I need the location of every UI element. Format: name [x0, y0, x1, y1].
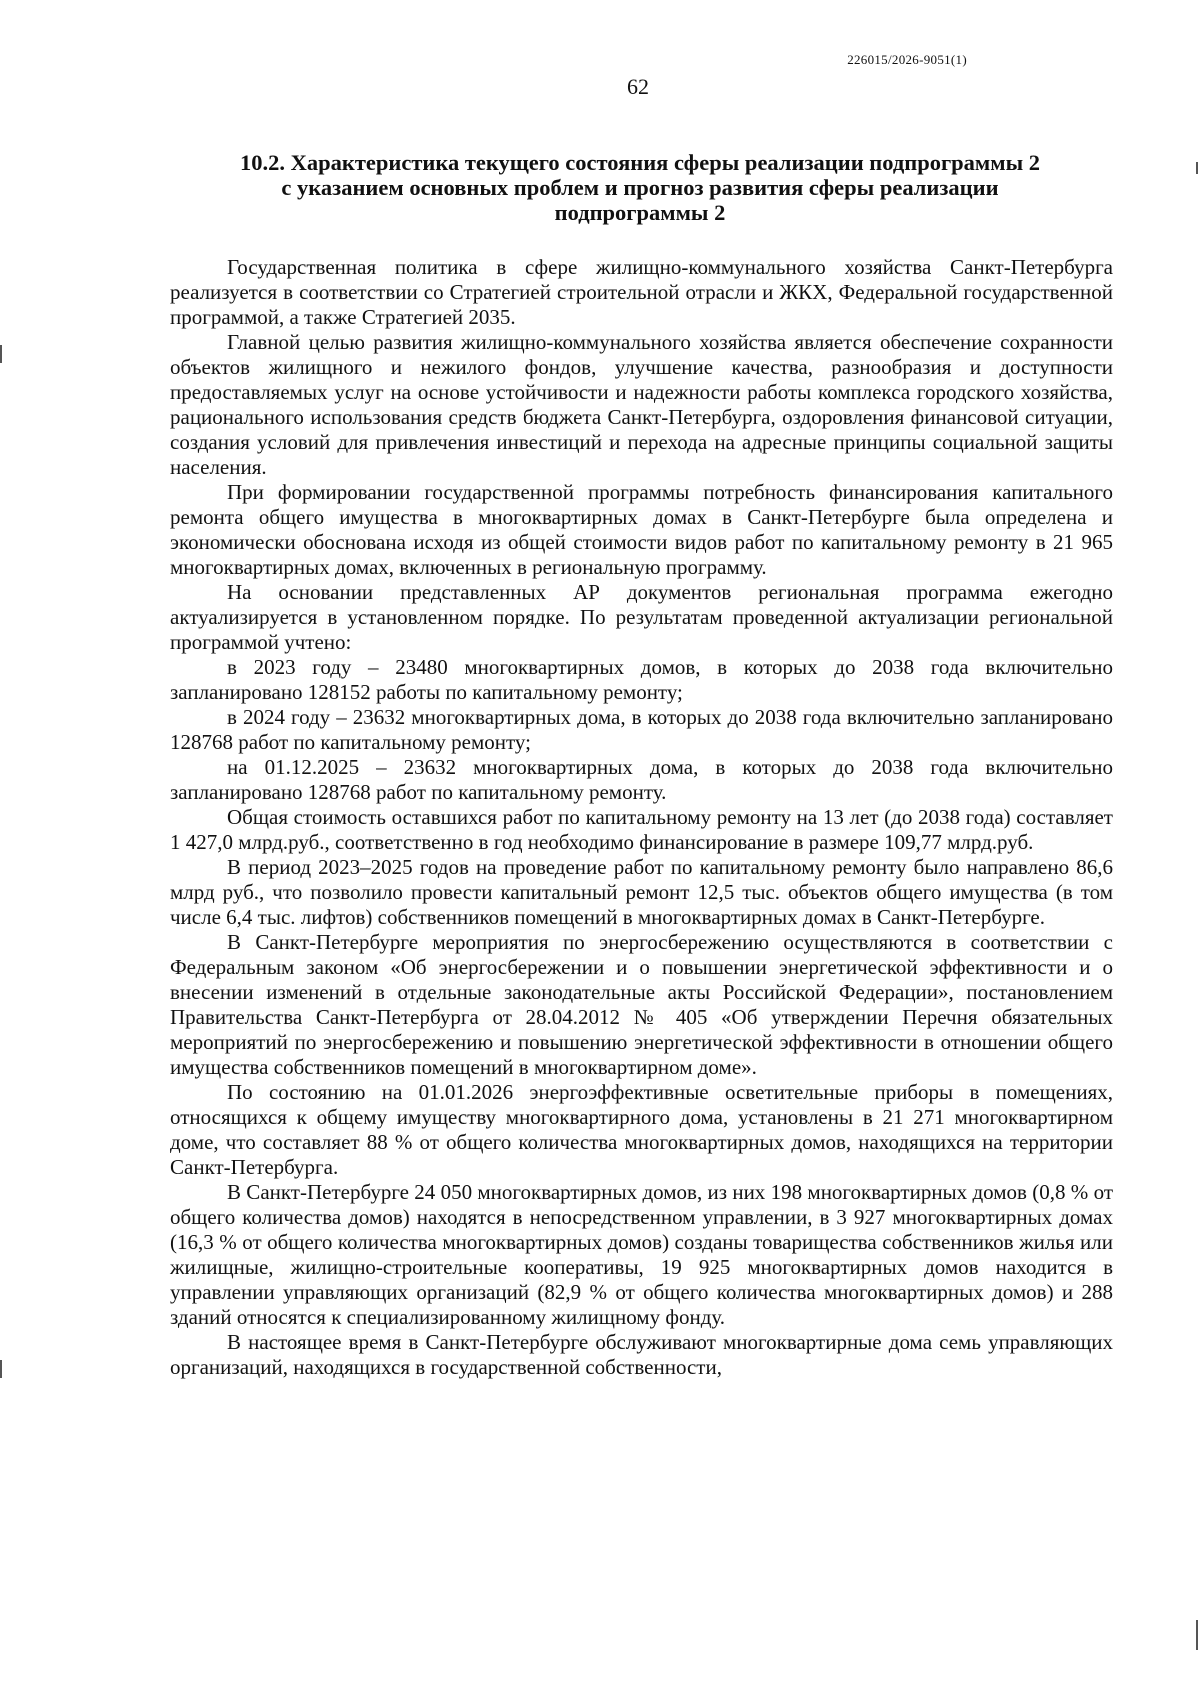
paragraph: Общая стоимость оставшихся работ по капитальному ремонту на 13 лет (до 2038 года) составляет 1 427,0 млрд.руб., соответственно в год необходимо финансирование в размере 109,77 млрд.руб. [170, 805, 1113, 854]
scan-edge-mark [0, 345, 2, 363]
scan-edge-mark [1196, 1620, 1198, 1650]
paragraph: В период 2023–2025 годов на проведение работ по капитальному ремонту было направлено 86,6 млрд руб., что позволило провести капитальный ремонт 12,5 тыс. объектов общего имущества (в том числе 6,4 тыс. лифтов) собственников помещений в многоквартирных домах в Санкт-Петербурге. [170, 855, 1113, 929]
list-paragraph: в 2023 году – 23480 многоквартирных домов, в которых до 2038 года включительно запланировано 128152 работы по капитальному ремонту; [170, 655, 1113, 704]
paragraph: В настоящее время в Санкт-Петербурге обслуживают многоквартирные дома семь управляющих организаций, находящихся в государственной собственности, [170, 1330, 1113, 1379]
paragraph: В Санкт-Петербурге 24 050 многоквартирных домов, из них 198 многоквартирных домов (0,8 % от общего количества домов) находятся в непосредственном управлении, в 3 927 многоквартирных домах (16,3 % от общего количества многоквартирных домов) созданы товарищества собственников жилья или жилищные, жилищно-строительные кооперативы, 19 925 многоквартирных домов находится в управлении управляющих организаций (82,9 % от общего количества многоквартирных домов) и 288 зданий относятся к специализированному жилищному фонду. [170, 1180, 1113, 1329]
paragraph: В Санкт-Петербурге мероприятия по энергосбережению осуществляются в соответствии с Федеральным законом «Об энергосбережении и о повышении энергетической эффективности и о внесении изменений в отдельные законодательные акты Российской Федерации», постановлением Правительства Санкт-Петербурга от 28.04.2012 № 405 «Об утверждении Перечня обязательных мероприятий по энергосбережению и повышению энергетической эффективности в отношении общего имущества собственников помещений в многоквартирном доме». [170, 930, 1113, 1079]
scan-edge-mark [0, 1360, 2, 1378]
section-heading-line: с указанием основных проблем и прогноз развития сферы реализации [281, 175, 999, 200]
paragraph: На основании представленных АР документов региональная программа ежегодно актуализируется в установленном порядке. По результатам проведенной актуализации региональной программой учтено: [170, 580, 1113, 654]
paragraph: Главной целью развития жилищно-коммунального хозяйства является обеспечение сохранности объектов жилищного и нежилого фондов, улучшение качества, разнообразия и доступности предоставляемых услуг на основе устойчивости и надежности работы комплекса городского хозяйства, рационального использования средств бюджета Санкт-Петербурга, оздоровления финансовой ситуации, создания условий для привлечения инвестиций и перехода на адресные принципы социальной защиты населения. [170, 330, 1113, 479]
body-text [170, 255, 1113, 1380]
section-heading [170, 150, 1110, 225]
list-paragraph: на 01.12.2025 – 23632 многоквартирных дома, в которых до 2038 года включительно запланировано 128768 работ по капитальному ремонту. [170, 755, 1113, 804]
section-heading-line: 10.2. Характеристика текущего состояния сферы реализации подпрограммы 2 [239, 150, 1041, 175]
paragraph: При формировании государственной программы потребность финансирования капитального ремонта общего имущества в многоквартирных домах в Санкт-Петербурге была определена и экономически обоснована исходя из общей стоимости видов работ по капитальному ремонту в 21 965 многоквартирных домах, включенных в региональную программу. [170, 480, 1113, 579]
paragraph: По состоянию на 01.01.2026 энергоэффективные осветительные приборы в помещениях, относящихся к общему имуществу многоквартирного дома, установлены в 21 271 многоквартирном доме, что составляет 88 % от общего количества многоквартирных домов, находящихся на территории Санкт-Петербурга. [170, 1080, 1113, 1179]
document-registration-number: 226015/2026-9051(1) [847, 52, 967, 67]
page-number: 62 [627, 74, 649, 99]
scan-edge-mark [1196, 162, 1198, 174]
list-paragraph: в 2024 году – 23632 многоквартирных дома, в которых до 2038 года включительно запланировано 128768 работ по капитальному ремонту; [170, 705, 1113, 754]
paragraph: Государственная политика в сфере жилищно-коммунального хозяйства Санкт-Петербурга реализуется в соответствии со Стратегией строительной отрасли и ЖКХ, Федеральной государственной программой, а также Стратегией 2035. [170, 255, 1113, 329]
section-heading-line: подпрограммы 2 [554, 200, 726, 225]
